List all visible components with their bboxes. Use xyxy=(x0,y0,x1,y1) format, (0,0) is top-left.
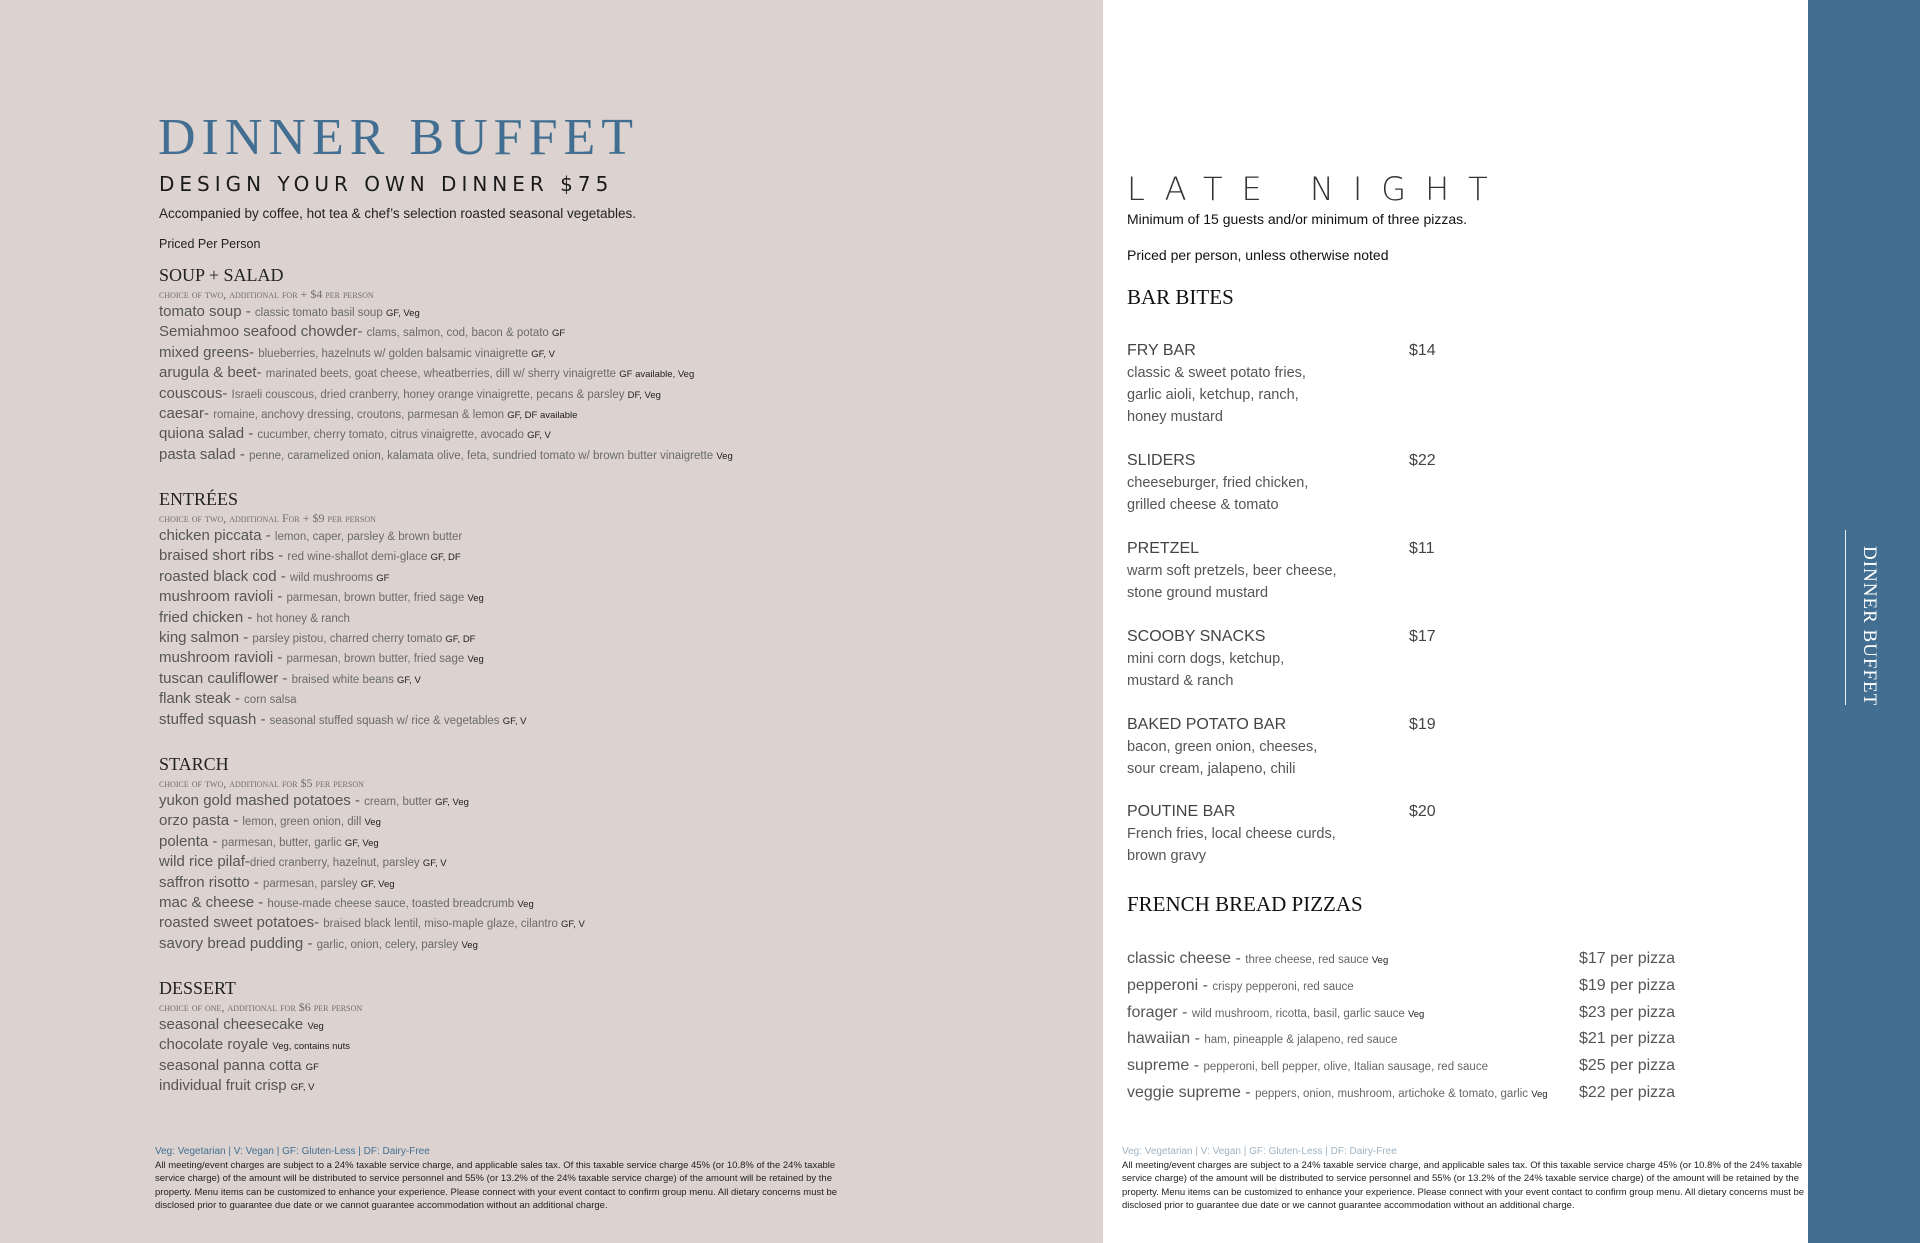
item-name: yukon gold mashed potatoes - xyxy=(159,792,365,809)
pizza-price: $21 per pizza xyxy=(1579,1030,1676,1047)
pizza-name: supreme - xyxy=(1127,1057,1204,1074)
item-description: seasonal stuffed squash w/ rice & vegetables xyxy=(269,714,503,727)
bar-bite-name: SLIDERS xyxy=(1127,452,1196,469)
menu-item xyxy=(159,811,585,831)
item-diet-tag: GF xyxy=(376,572,390,584)
menu-item xyxy=(159,873,585,893)
menu-item xyxy=(159,710,527,730)
bar-bite-description-line: sour cream, jalapeno, chili xyxy=(1127,761,1296,777)
item-diet-tag: DF, Veg xyxy=(627,389,661,401)
item-description: Israeli couscous, dried cranberry, honey orange vinaigrette, pecans & parsley xyxy=(231,388,628,401)
bar-bite-description-line: bacon, green onion, cheeses, xyxy=(1127,739,1318,755)
dessert-section xyxy=(159,977,362,1097)
item-name: mac & cheese - xyxy=(159,893,268,911)
buffet-title: DINNER BUFFET xyxy=(158,109,640,166)
item-name: mushroom ravioli - xyxy=(159,588,287,606)
item-description: red wine-shallot demi-glace xyxy=(287,551,431,564)
item-diet-tag: Veg xyxy=(461,939,478,951)
item-diet-tag: GF, V xyxy=(502,715,527,727)
item-name: polenta - xyxy=(159,832,222,850)
menu-item xyxy=(159,1056,362,1076)
bar-bite-name: BAKED POTATO BAR xyxy=(1127,716,1287,733)
bar-bite-item xyxy=(1127,801,1507,867)
bar-bite-name: FRY BAR xyxy=(1127,342,1196,359)
side-tab-label[interactable]: DINNER BUFFET xyxy=(1859,546,1880,707)
pizza-name: classic cheese - xyxy=(1127,950,1246,967)
item-name: caesar- xyxy=(159,404,214,422)
service-charge-disclaimer: All meeting/event charges are subject to a 24% taxable service charge, and applicable sales tax. Of this taxable service charge 45% (or 10.8% of the 24% taxable service charge) of the amount will be distributed to service personnel and 55% (or 13.2% of the 24% taxable service charge) of the amount will be retained by the property. Menu items can be customized to enhance your experience. Please connect with your event contact to confirm group menu. All dietary concerns must be disclosed prior to guarantee due date or we cannot guarantee accommodation without an additional charge. xyxy=(155,1160,838,1211)
service-charge-disclaimer: All meeting/event charges are subject to a 24% taxable service charge, and applicable sales tax. Of this taxable service charge 45% (or 10.8% of the 24% taxable service charge) of the amount will be distributed to service personnel and 55% (or 13.2% of the 24% taxable service charge) of the amount will be retained by the property. Menu items can be customized to enhance your experience. Please connect with your event contact to confirm group menu. All dietary concerns must be disclosed prior to guarantee due date or we cannot guarantee accommodation without an additional charge. xyxy=(1122,1160,1805,1211)
bar-bite-item xyxy=(1127,626,1507,692)
bar-bite-description-line: honey mustard xyxy=(1127,409,1223,425)
late-night-footer xyxy=(1122,1145,1805,1212)
menu-item xyxy=(159,832,585,852)
item-name: couscous- xyxy=(159,384,232,402)
pizza-diet-tag: Veg xyxy=(1371,955,1389,966)
item-description: braised black lentil, miso-maple glaze, cilantro xyxy=(323,918,562,931)
bar-bite-item xyxy=(1127,340,1507,428)
bar-bite-description-line: stone ground mustard xyxy=(1127,585,1269,601)
item-description: dried cranberry, hazelnut, parsley xyxy=(249,857,423,870)
item-description: house-made cheese sauce, toasted breadcrumb xyxy=(267,897,518,910)
menu-item xyxy=(159,526,527,546)
item-description: parmesan, parsley xyxy=(262,877,361,890)
menu-item xyxy=(159,587,527,607)
pizza-diet-tag: Veg xyxy=(1531,1089,1548,1100)
item-name: fried chicken - xyxy=(159,608,257,626)
menu-item xyxy=(159,404,733,424)
item-name: tuscan cauliflower - xyxy=(159,669,292,687)
item-name: Semiahmoo seafood chowder- xyxy=(159,323,367,341)
bar-bite-description-line: mustard & ranch xyxy=(1127,673,1234,689)
menu-item xyxy=(159,1035,362,1055)
pizza-item xyxy=(1127,1000,1707,1026)
item-name: stuffed squash - xyxy=(159,710,270,728)
side-tab-divider xyxy=(1845,530,1846,705)
menu-item xyxy=(159,934,585,954)
menu-item xyxy=(159,608,527,628)
pizza-price: $22 per pizza xyxy=(1579,1084,1676,1101)
pizza-item xyxy=(1127,973,1707,999)
pizza-name: forager - xyxy=(1127,1004,1192,1021)
item-diet-tag: Veg xyxy=(364,817,381,829)
menu-item xyxy=(159,1015,362,1035)
pizza-description: crispy pepperoni, red sauce xyxy=(1212,981,1354,993)
item-description: garlic, onion, celery, parsley xyxy=(316,938,462,951)
item-description: clams, salmon, cod, bacon & potato xyxy=(366,327,553,340)
section-choice-note: choice of two, additional for + $4 per person xyxy=(159,287,374,301)
section-heading: DESSERT xyxy=(159,978,236,998)
item-diet-tag: GF, Veg xyxy=(344,837,379,849)
item-description: braised white beans xyxy=(291,673,398,686)
bar-bite-description-line: garlic aioli, ketchup, ranch, xyxy=(1127,387,1299,403)
item-description: cream, butter xyxy=(364,796,436,808)
section-heading: STARCH xyxy=(159,754,229,774)
item-description: parmesan, brown butter, fried sage xyxy=(286,592,468,605)
menu-item xyxy=(159,669,527,689)
pizza-item xyxy=(1127,1080,1707,1106)
menu-item xyxy=(159,628,527,648)
section-heading: ENTRÉES xyxy=(159,489,238,509)
item-name: chicken piccata - xyxy=(159,527,275,544)
item-diet-tag: GF xyxy=(305,1061,319,1073)
item-name: seasonal panna cotta xyxy=(159,1056,306,1074)
item-name: braised short ribs - xyxy=(159,547,288,565)
item-diet-tag: GF, DF available xyxy=(507,409,578,421)
bar-bite-price: $17 xyxy=(1409,628,1436,645)
bar-bite-description-line: brown gravy xyxy=(1127,848,1206,864)
bar-bite-item xyxy=(1127,714,1507,780)
bar-bite-description-line: mini corn dogs, ketchup, xyxy=(1127,651,1285,667)
bar-bite-price: $14 xyxy=(1409,342,1436,359)
bar-bite-name: POUTINE BAR xyxy=(1127,803,1236,820)
item-description: corn salsa xyxy=(244,694,297,707)
menu-item xyxy=(159,363,733,383)
late-night-minimum-note: Minimum of 15 guests and/or minimum of three pizzas. xyxy=(1127,211,1468,227)
menu-item xyxy=(159,1076,362,1096)
item-diet-tag: Veg, contains nuts xyxy=(272,1041,351,1053)
buffet-priced-note: Priced Per Person xyxy=(159,237,261,251)
menu-item xyxy=(159,567,527,587)
bar-bite-price: $11 xyxy=(1409,540,1435,557)
item-diet-tag: Veg xyxy=(716,450,733,462)
pizza-item xyxy=(1127,1053,1707,1079)
bar-bite-name: SCOOBY SNACKS xyxy=(1127,628,1266,645)
item-diet-tag: Veg xyxy=(307,1021,324,1032)
bar-bite-description-line: classic & sweet potato fries, xyxy=(1127,365,1306,381)
pizza-description: ham, pineapple & jalapeno, red sauce xyxy=(1204,1034,1398,1046)
item-name: king salmon - xyxy=(159,628,253,646)
dietary-legend: Veg: Vegetarian | V: Vegan | GF: Gluten-Less | DF: Dairy-Free xyxy=(155,1146,430,1157)
menu-item xyxy=(159,893,585,913)
item-diet-tag: Veg xyxy=(467,593,484,605)
item-name: seasonal cheesecake xyxy=(159,1016,308,1033)
pizza-diet-tag: Veg xyxy=(1407,1009,1425,1020)
pizza-price: $17 per pizza xyxy=(1579,950,1676,967)
pizza-price: $23 per pizza xyxy=(1579,1004,1676,1021)
item-diet-tag: GF, V xyxy=(527,430,551,442)
pizza-name: pepperoni - xyxy=(1127,977,1213,994)
item-name: pasta salad - xyxy=(159,445,250,463)
bar-bite-price: $22 xyxy=(1409,452,1436,469)
item-diet-tag: GF, Veg xyxy=(385,308,420,319)
pizza-item xyxy=(1127,1026,1707,1052)
item-diet-tag: GF, V xyxy=(561,919,585,931)
entrees-section xyxy=(159,488,527,730)
pizza-description: three cheese, red sauce xyxy=(1245,954,1372,966)
bar-bites-heading: BAR BITES xyxy=(1127,285,1234,309)
item-description: penne, caramelized onion, kalamata olive, feta, sundried tomato w/ brown butter vinaigrette xyxy=(249,449,717,462)
item-diet-tag: GF, Veg xyxy=(360,878,395,890)
item-diet-tag: GF, V xyxy=(531,348,555,360)
pizza-item xyxy=(1127,946,1707,972)
menu-item xyxy=(159,302,733,322)
item-diet-tag: GF, V xyxy=(290,1082,315,1094)
menu-item xyxy=(159,546,527,566)
buffet-subtitle: DESIGN YOUR OWN DINNER $75 xyxy=(159,172,614,196)
menu-item xyxy=(159,852,585,872)
item-description: hot honey & ranch xyxy=(256,612,350,625)
item-name: wild rice pilaf- xyxy=(159,853,250,871)
item-name: tomato soup - xyxy=(159,303,255,320)
pizza-price: $25 per pizza xyxy=(1579,1057,1676,1074)
bar-bite-item xyxy=(1127,450,1507,516)
item-diet-tag: GF available, Veg xyxy=(619,369,695,381)
item-name: individual fruit crisp xyxy=(159,1077,291,1095)
menu-item xyxy=(159,322,733,342)
pizza-name: veggie supreme - xyxy=(1127,1084,1256,1101)
item-description: romaine, anchovy dressing, croutons, parmesan & lemon xyxy=(213,408,508,421)
item-name: savory bread pudding - xyxy=(159,934,317,952)
menu-item xyxy=(159,384,733,404)
section-choice-note: choice of one, additional for $6 per person xyxy=(159,1000,363,1014)
item-name: roasted sweet potatoes- xyxy=(159,914,324,932)
item-diet-tag: GF, V xyxy=(422,858,447,870)
late-night-title: LATE NIGHT xyxy=(1127,170,1507,208)
item-description: parmesan, brown butter, fried sage xyxy=(286,653,468,666)
item-description: parsley pistou, charred cherry tomato xyxy=(252,632,446,645)
buffet-footer xyxy=(155,1145,838,1212)
item-name: chocolate royale xyxy=(159,1036,273,1054)
starch-section xyxy=(159,753,585,954)
menu-item xyxy=(159,913,585,933)
item-diet-tag: GF, DF xyxy=(430,552,461,564)
item-description: cucumber, cherry tomato, citrus vinaigrette, avocado xyxy=(257,429,528,442)
menu-item xyxy=(159,689,527,709)
item-description: marinated beets, goat cheese, wheatberries, dill w/ sherry vinaigrette xyxy=(265,368,620,381)
section-heading: SOUP + SALAD xyxy=(159,265,284,285)
item-description: wild mushrooms xyxy=(289,571,377,584)
menu-item xyxy=(159,791,585,811)
bar-bite-item xyxy=(1127,538,1507,604)
bar-bite-description-line: cheeseburger, fried chicken, xyxy=(1127,475,1309,491)
section-choice-note: choice of two, additional for $5 per person xyxy=(159,776,364,790)
bar-bite-description-line: French fries, local cheese curds, xyxy=(1127,826,1336,842)
item-name: quiona salad - xyxy=(159,425,258,443)
item-description: blueberries, hazelnuts w/ golden balsamic vinaigrette xyxy=(258,347,532,360)
pizza-description: peppers, onion, mushroom, artichoke & tomato, garlic xyxy=(1255,1088,1532,1100)
bar-bite-name: PRETZEL xyxy=(1127,540,1200,557)
item-name: mixed greens- xyxy=(159,343,259,361)
bar-bite-description-line: warm soft pretzels, beer cheese, xyxy=(1127,563,1337,579)
bar-bite-description-line: grilled cheese & tomato xyxy=(1127,497,1279,513)
item-diet-tag: GF, DF xyxy=(445,633,476,645)
pizza-name: hawaiian - xyxy=(1127,1030,1205,1047)
bar-bite-price: $19 xyxy=(1409,716,1436,733)
pizza-description: pepperoni, bell pepper, olive, Italian sausage, red sauce xyxy=(1203,1061,1488,1073)
menu-item xyxy=(159,424,733,444)
item-name: mushroom ravioli - xyxy=(159,649,287,667)
section-choice-note: choice of two, additional For + $9 per person xyxy=(159,511,376,525)
item-diet-tag: GF xyxy=(552,328,566,340)
bar-bite-price: $20 xyxy=(1409,803,1436,820)
pizza-description: wild mushroom, ricotta, basil, garlic sauce xyxy=(1191,1008,1408,1020)
item-description: lemon, caper, parsley & brown butter xyxy=(274,531,463,543)
late-night-priced-note: Priced per person, unless otherwise noted xyxy=(1127,247,1389,263)
menu-item xyxy=(159,343,733,363)
pizza-price: $19 per pizza xyxy=(1579,977,1676,994)
item-name: roasted black cod - xyxy=(159,567,290,585)
item-name: flank steak - xyxy=(159,690,245,708)
dietary-legend: Veg: Vegetarian | V: Vegan | GF: Gluten-Less | DF: Dairy-Free xyxy=(1122,1146,1397,1157)
item-diet-tag: GF, Veg xyxy=(435,797,469,808)
item-name: orzo pasta - xyxy=(159,812,243,830)
menu-item xyxy=(159,445,733,465)
item-description: parmesan, butter, garlic xyxy=(221,836,345,849)
item-diet-tag: Veg xyxy=(467,654,484,666)
item-diet-tag: GF, V xyxy=(397,674,421,686)
item-description: lemon, green onion, dill xyxy=(242,816,365,829)
item-description: classic tomato basil soup xyxy=(254,307,386,319)
item-name: saffron risotto - xyxy=(159,873,263,891)
item-name: arugula & beet- xyxy=(159,364,266,382)
buffet-accompanied-note: Accompanied by coffee, hot tea & chef’s selection roasted seasonal vegetables. xyxy=(159,206,637,221)
menu-item xyxy=(159,648,527,668)
item-diet-tag: Veg xyxy=(517,898,534,910)
soup-salad-section xyxy=(159,264,733,465)
pizzas-heading: FRENCH BREAD PIZZAS xyxy=(1127,892,1363,916)
